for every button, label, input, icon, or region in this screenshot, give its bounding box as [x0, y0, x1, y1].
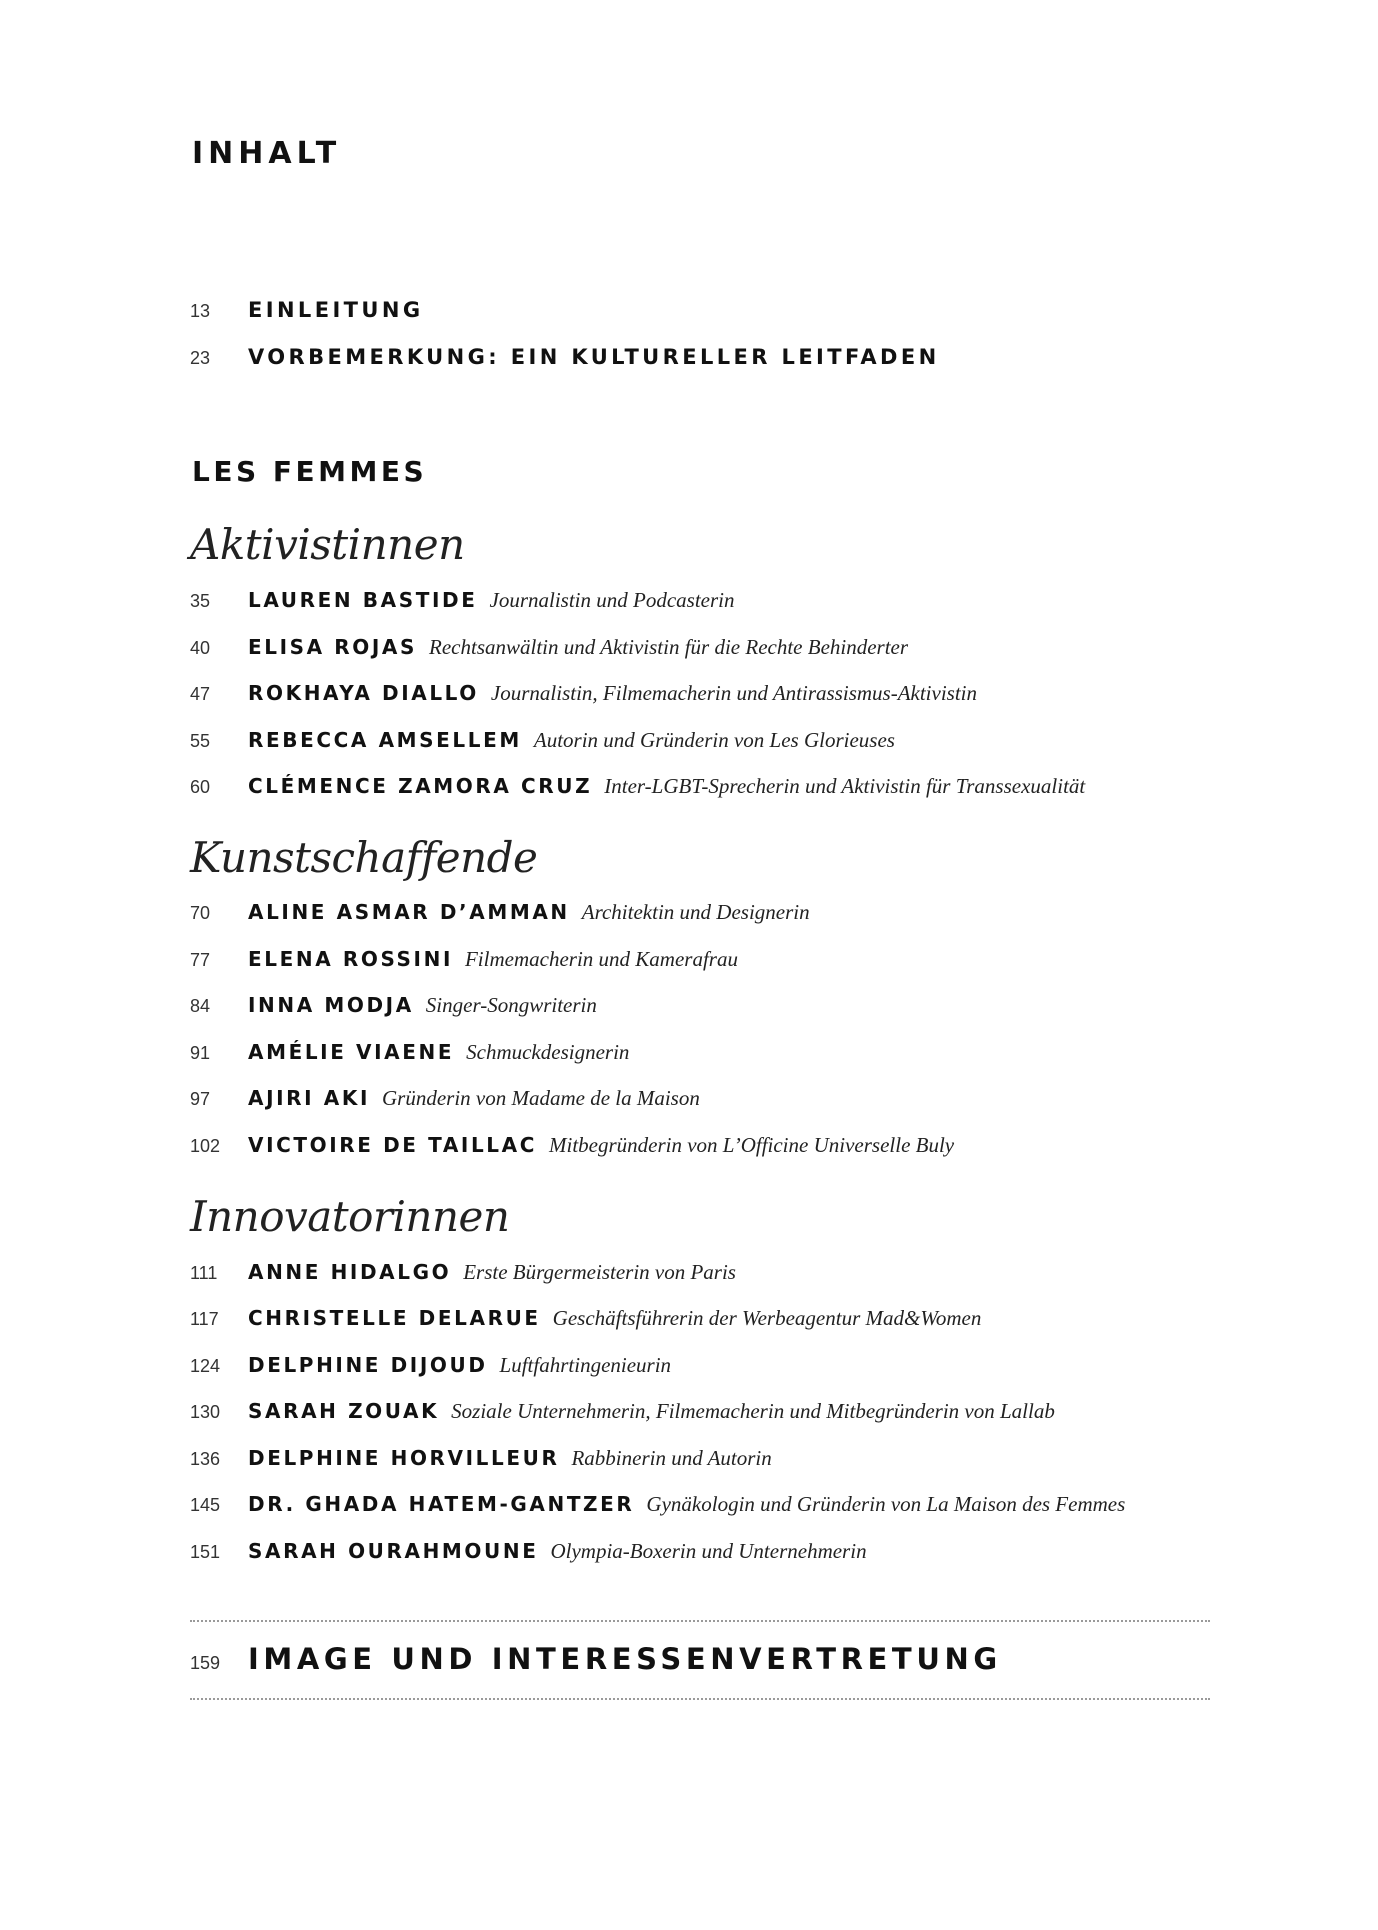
category-heading-kunstschaffende: Kunstschaffende	[190, 833, 538, 882]
page-title: INHALT	[192, 136, 342, 171]
toc-entry[interactable]	[190, 1539, 867, 1569]
entry-title: EINLEITUNG	[248, 298, 424, 322]
page-number: 70	[190, 903, 211, 923]
entry-name: SARAH ZOUAK	[248, 1399, 440, 1423]
toc-entry[interactable]	[190, 1260, 736, 1290]
entry-name: DELPHINE DIJOUD	[248, 1353, 488, 1377]
entry-name: ELENA ROSSINI	[248, 947, 453, 971]
entry-name: INNA MODJA	[248, 993, 414, 1017]
page-number: 60	[190, 777, 211, 797]
entry-name: SARAH OURAHMOUNE	[248, 1539, 539, 1563]
toc-entry[interactable]	[190, 1133, 954, 1163]
toc-entry[interactable]	[190, 1353, 671, 1383]
dotted-divider-top	[190, 1620, 1210, 1622]
entry-role: Singer-Songwriterin	[425, 993, 597, 1017]
entry-role: Luftfahrtingenieurin	[499, 1353, 672, 1377]
entry-role: Gründerin von Madame de la Maison	[381, 1086, 700, 1110]
page-number: 47	[190, 684, 211, 704]
toc-entry[interactable]	[190, 681, 977, 711]
entry-name: ALINE ASMAR D’AMMAN	[248, 900, 570, 924]
page-number: 145	[190, 1495, 221, 1515]
entry-name: ELISA ROJAS	[248, 635, 418, 659]
entry-name: CHRISTELLE DELARUE	[248, 1306, 541, 1330]
section-title: LES FEMMES	[192, 455, 428, 488]
toc-entry[interactable]	[190, 774, 1085, 804]
entry-title: VORBEMERKUNG: EIN KULTURELLER LEITFADEN	[248, 345, 940, 369]
toc-entry[interactable]	[190, 1492, 1125, 1522]
toc-entry-einleitung[interactable]	[190, 298, 423, 328]
page-number: 136	[190, 1449, 221, 1469]
toc-entry[interactable]	[190, 1306, 981, 1336]
entry-name: DELPHINE HORVILLEUR	[248, 1446, 560, 1470]
entry-role: Journalistin und Podcasterin	[489, 588, 735, 612]
page-number: 77	[190, 950, 211, 970]
page-number: 13	[190, 301, 211, 321]
page-number: 124	[190, 1356, 221, 1376]
entry-role: Erste Bürgermeisterin von Paris	[463, 1260, 736, 1284]
toc-entry[interactable]	[190, 947, 738, 977]
entry-name: VICTOIRE DE TAILLAC	[248, 1133, 537, 1157]
entry-role: Journalistin, Filmemacherin und Antirassismus-Aktivistin	[490, 681, 978, 705]
page-number: 159	[190, 1653, 221, 1673]
entry-title: IMAGE UND INTERESSENVERTRETUNG	[248, 1642, 1002, 1676]
toc-entry[interactable]	[190, 588, 735, 618]
page-number: 35	[190, 591, 211, 611]
dotted-divider-bottom	[190, 1698, 1210, 1700]
page-number: 117	[190, 1309, 219, 1329]
entry-role: Soziale Unternehmerin, Filmemacherin und Mitbegründerin von Lallab	[451, 1399, 1055, 1423]
page-number: 130	[190, 1402, 221, 1422]
entry-role: Architektin und Designerin	[581, 900, 810, 924]
entry-role: Autorin und Gründerin von Les Glorieuses	[533, 728, 895, 752]
entry-name: DR. GHADA HATEM-GANTZER	[248, 1492, 635, 1516]
page-number: 97	[190, 1089, 211, 1109]
entry-role: Rechtsanwältin und Aktivistin für die Rechte Behinderter	[429, 635, 909, 659]
entry-role: Gynäkologin und Gründerin von La Maison des Femmes	[646, 1492, 1126, 1516]
toc-entry-vorbemerkung[interactable]	[190, 345, 940, 375]
toc-entry[interactable]	[190, 1446, 772, 1476]
entry-name: LAUREN BASTIDE	[248, 588, 478, 612]
toc-entry[interactable]	[190, 1399, 1055, 1429]
page-number: 151	[190, 1542, 221, 1562]
entry-role: Geschäftsführerin der Werbeagentur Mad&Women	[552, 1306, 982, 1330]
page-number: 91	[190, 1043, 211, 1063]
toc-entry[interactable]	[190, 993, 597, 1023]
entry-role: Mitbegründerin von L’Officine Universelle Buly	[549, 1133, 955, 1157]
page-number: 23	[190, 348, 211, 368]
toc-entry[interactable]	[190, 635, 908, 665]
category-heading-aktivistinnen: Aktivistinnen	[190, 520, 465, 569]
toc-entry[interactable]	[190, 900, 810, 930]
entry-name: ROKHAYA DIALLO	[248, 681, 479, 705]
entry-name: REBECCA AMSELLEM	[248, 728, 522, 752]
page-number: 102	[190, 1136, 221, 1156]
toc-entry[interactable]	[190, 728, 895, 758]
toc-entry[interactable]	[190, 1086, 700, 1116]
entry-role: Filmemacherin und Kamerafrau	[464, 947, 738, 971]
page-number: 111	[190, 1263, 218, 1283]
page-number: 55	[190, 731, 211, 751]
category-heading-innovatorinnen: Innovatorinnen	[190, 1192, 510, 1241]
entry-role: Schmuckdesignerin	[466, 1040, 630, 1064]
entry-name: ANNE HIDALGO	[248, 1260, 452, 1284]
page-number: 84	[190, 996, 211, 1016]
entry-role: Olympia-Boxerin und Unternehmerin	[550, 1539, 867, 1563]
page-number: 40	[190, 638, 211, 658]
entry-name: AJIRI AKI	[248, 1086, 370, 1110]
entry-role: Rabbinerin und Autorin	[571, 1446, 772, 1470]
entry-name: AMÉLIE VIAENE	[248, 1040, 455, 1064]
entry-role: Inter-LGBT-Sprecherin und Aktivistin für Transsexualität	[604, 774, 1086, 798]
entry-name: CLÉMENCE ZAMORA CRUZ	[248, 774, 593, 798]
toc-entry-next-section[interactable]	[190, 1642, 1002, 1676]
toc-entry[interactable]	[190, 1040, 629, 1070]
